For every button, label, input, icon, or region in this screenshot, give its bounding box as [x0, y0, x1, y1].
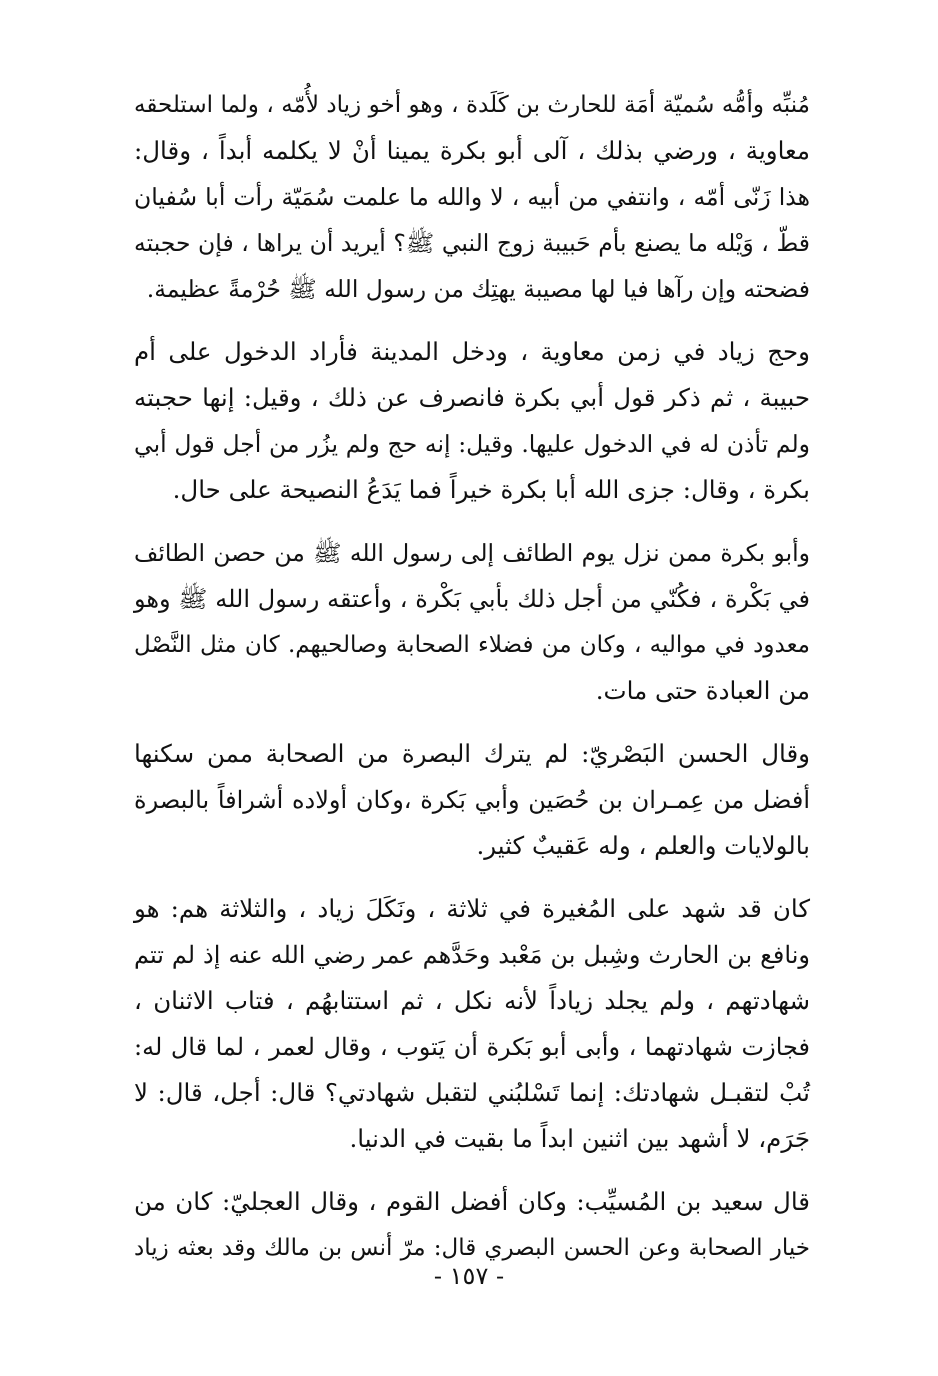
text-line: مُنبِّه وأمُّه سُميّة أمَة للحارث بن كَلَدة ، وهو أخو زياد لأُمّه ، ولما استلحقه: [134, 92, 810, 118]
text-line: في بَكْرة ، فكُنّي من أجل ذلك بأبي بَكْرة ، وأعتقه رسول الله ﷺ وهو: [134, 585, 810, 613]
text-line: جَرَم، لا أشهد بين اثنين ابداً ما بقيت في الدنيا.: [349, 1124, 810, 1153]
text-line: معاوية ، ورضي بذلك ، آلى أبو بكرة يمينا أنْ لا يكلمه أبداً ، وقال:: [134, 136, 810, 165]
text-line: تُبْ لتقبـل شهادتك: إنما تَسْلبُني لتقبل شهادتي؟ قال: أجل، قال: لا: [134, 1078, 810, 1107]
text-line: من العبادة حتى مات.: [595, 676, 810, 705]
text-line: حبيبة ، ثم ذكر قول أبي بكرة فانصرف عن ذلك ، وقيل: إنها حجبته: [134, 383, 810, 412]
text-line: وأبو بكرة ممن نزل يوم الطائف إلى رسول الله ﷺ من حصن الطائف: [134, 539, 810, 567]
text-line: خيار الصحابة وعن الحسن البصري قال: مرّ أنس بن مالك وقد بعثه زياد: [134, 1235, 810, 1261]
text-line: وقال الحسن البَصْريّ: لم يترك البصرة من الصحابة ممن سكنها: [134, 739, 810, 768]
text-line: هذا زَنّى أمّه ، وانتفي من أبيه ، لا والله ما علمت سُمَيّة رأت أبا سُفيان: [134, 183, 810, 211]
text-line: وحج زياد في زمن معاوية ، ودخل المدينة فأراد الدخول على أم: [134, 337, 810, 366]
text-line: شهادتهم ، ولم يجلد زياداً لأنه نكل ، ثم استتابهُم ، فتاب الاثنان ،: [134, 986, 810, 1015]
text-line: معدود في مواليه ، وكان من فضلاء الصحابة وصالحيهم. كان مثل النَّصْل: [134, 632, 810, 658]
page-text-body: [134, 82, 810, 1288]
text-line: أفضل من عِمـران بن حُصَين وأبي بَكرة ،وكان أولاده أشرافاً بالبصرة: [134, 786, 810, 814]
paragraph-3: [134, 530, 810, 714]
text-line: ولم تأذن له في الدخول عليها. وقيل: إنه حج ولم يزُر من أجل قول أبي: [134, 430, 810, 458]
paragraph-1: [134, 82, 810, 312]
paragraph-5: [134, 886, 810, 1162]
paragraph-6: [134, 1179, 810, 1271]
text-line: فضحته وإن رآها فيا لها مصيبة يهتِك من رسول الله ﷺ حُرْمةً عظيمة.: [146, 275, 810, 303]
text-line: بالولايات والعلم ، وله عَقيبٌ كثير.: [476, 831, 810, 860]
text-line: فجازت شهادتهما ، وأبى أبو بَكرة أن يَتوب ، وقال لعمر ، لما قال له:: [134, 1033, 810, 1061]
text-line: قطّ ، وَيْله ما يصنع بأم حَبيبة زوج النبي ﷺ؟ أيريد أن يراها ، فإن حجبته: [134, 229, 810, 257]
text-line: ونافع بن الحارث وشِبل بن مَعْبد وحَدَّهم عمر رضي الله عنه إذ لم تتم: [134, 941, 810, 969]
page-number: - ١٥٧ -: [433, 1262, 505, 1290]
paragraph-2: [134, 329, 810, 513]
text-line: كان قد شهد على المُغيرة في ثلاثة ، ونَكَلَ زياد ، والثلاثة هم: هو: [134, 894, 810, 923]
text-line: بكرة ، وقال: جزى الله أبا بكرة خيراً فما يَدَعُ النصيحة على حال.: [172, 475, 810, 504]
text-line: قال سعيد بن المُسيِّب: وكان أفضل القوم ، وقال العجليّ: كان من: [134, 1187, 810, 1216]
paragraph-4: [134, 731, 810, 869]
